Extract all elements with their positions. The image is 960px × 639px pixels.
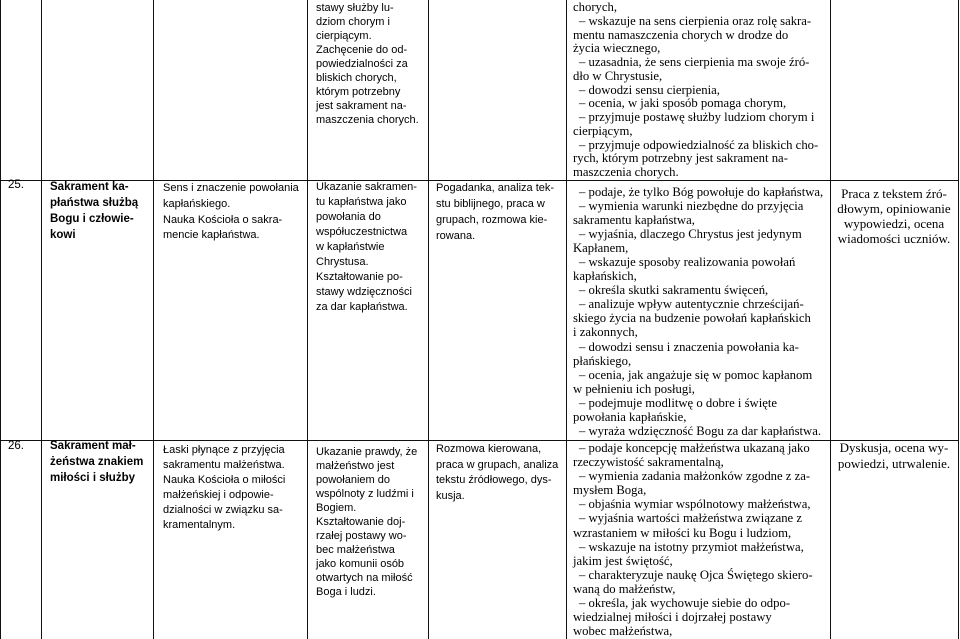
text-line: – ocenia, w jaki sposób pomaga chorym, xyxy=(579,96,787,111)
text-line: Bogu i człowie- xyxy=(50,213,134,225)
continued-outcomes-cell xyxy=(573,1,828,180)
text-line: – objaśnia wymiar wspólnotowy małżeństwa, xyxy=(579,497,811,512)
text-line: – wymienia zadania małżonków zgodne z za- xyxy=(579,469,811,484)
text-line: żeństwa znakiem xyxy=(50,456,144,468)
text-line: skiego życia na budzenie powołań kapłańskich xyxy=(573,311,811,326)
row-25-content xyxy=(163,181,305,244)
text-line: Boga i ludzi. xyxy=(316,586,376,598)
row-26-topic xyxy=(50,438,150,486)
table-border xyxy=(0,0,1,639)
text-line: Kształtowanie po- xyxy=(316,271,403,283)
text-line: rych, którym potrzebny jest sakrament na- xyxy=(573,151,788,166)
text-line: Rozmowa kierowana, xyxy=(436,443,542,455)
table-border xyxy=(958,0,959,639)
text-line: Sens i znaczenie powołania xyxy=(163,182,299,194)
text-line: stu biblijnego, praca w xyxy=(436,198,545,210)
text-line: cierpiącym. xyxy=(316,30,372,42)
text-line: małżeństwo jest xyxy=(316,460,395,472)
text-line: – dowodzi sensu cierpienia, xyxy=(579,82,720,97)
text-line: Kapłanem, xyxy=(573,240,629,255)
text-line: rzeczywistość sakramentalną, xyxy=(573,455,724,470)
text-line: tekstu źródłowego, dys- xyxy=(436,474,552,487)
text-line: – podejmuje modlitwę o dobre i święte xyxy=(579,395,778,410)
text-line: – wskazuje na istotny przymiot małżeństwa, xyxy=(579,539,804,554)
text-line: małżeńskiej i odpowie- xyxy=(163,488,274,501)
text-line: – charakteryzuje naukę Ojca Świętego skiero- xyxy=(579,567,813,582)
row-26-methods xyxy=(436,442,563,505)
row-25-evaluation xyxy=(831,186,957,246)
text-line: stawy wdzięczności xyxy=(316,286,412,298)
text-line: wiedzialnej miłości i dojrzałej postawy xyxy=(573,610,772,625)
text-line: jako komunii osób xyxy=(316,558,405,570)
text-line: – przyjmuje postawę służby ludziom chorym i xyxy=(579,110,815,124)
text-line: życia wiecznego, xyxy=(573,41,661,56)
text-line: i zakonnych, xyxy=(573,325,638,340)
text-line: – uzasadnia, że sens cierpienia ma swoje źró- xyxy=(579,55,810,69)
text-line: – podaje, że tylko Bóg powołuje do kapłaństwa, xyxy=(579,184,824,199)
text-line: kowi xyxy=(50,229,76,241)
text-line: sakramentu małżeństwa. xyxy=(163,458,285,471)
text-line: za dar kapłaństwa. xyxy=(316,301,408,313)
text-line: – określa, jak wychowuje siebie do odpo- xyxy=(579,596,791,611)
continued-goals-cell xyxy=(316,1,426,127)
text-line: powołania do xyxy=(316,211,381,223)
text-line: współuczestnictwa xyxy=(316,226,408,238)
row-26-number: 26. xyxy=(8,440,24,452)
text-line: wiadomości uczniów. xyxy=(837,230,951,246)
table-border xyxy=(830,0,831,639)
text-line: – ocenia, jak angażuje się w pomoc kapłanom xyxy=(579,367,813,382)
text-line: tu kapłaństwa jako xyxy=(316,196,407,208)
row-26-content xyxy=(163,443,305,533)
row-25-methods xyxy=(436,180,563,244)
text-line: Dyskusja, ocena wy- xyxy=(839,440,949,455)
text-line: stawy służby lu- xyxy=(316,2,394,14)
text-line: płańskiego, xyxy=(573,353,632,368)
text-line: mentu namaszczenia chorych w drodze do xyxy=(573,27,789,42)
text-line: bliskich chorych, xyxy=(316,72,397,84)
text-line: mencie kapłaństwa. xyxy=(163,229,260,242)
text-line: wypowiedzi, ocena xyxy=(843,215,945,231)
text-line: wspólnoty z ludźmi i xyxy=(316,488,414,500)
row-25-number: 25. xyxy=(8,179,24,191)
row-26-goals xyxy=(316,445,426,599)
text-line: dło w Chrystusie, xyxy=(573,68,663,83)
text-line: Łaski płynące z przyjęcia xyxy=(163,443,285,456)
text-line: dzialności w związku sa- xyxy=(163,503,283,516)
text-line: – wyjaśnia wartości małżeństwa związane z xyxy=(579,511,802,526)
row-26-evaluation xyxy=(831,440,957,471)
text-line: wzrastaniem w miłości ku Bogu i ludziom, xyxy=(573,525,792,540)
text-line: płaństwa służbą xyxy=(50,197,139,209)
text-line: Sakrament mał- xyxy=(50,440,136,452)
row-25-outcomes xyxy=(573,185,828,439)
text-line: Chrystusa. xyxy=(316,256,369,268)
text-line: cierpiącym, xyxy=(573,123,633,138)
text-line: w pełnieniu ich posługi, xyxy=(573,381,695,396)
text-line: – analizuje wpływ autentycznie chrześcijań- xyxy=(579,297,804,312)
text-line: Nauka Kościoła o miłości xyxy=(163,473,286,486)
row-25-goals xyxy=(316,180,426,315)
text-line: powołaniem do xyxy=(316,474,390,486)
row-26-outcomes xyxy=(573,441,828,638)
text-line: Kształtowanie doj- xyxy=(316,516,406,528)
text-line: – wskazuje sposoby realizowania powołań xyxy=(579,254,796,269)
text-line: bec małżeństwa xyxy=(316,544,395,556)
text-line: chorych, xyxy=(573,0,618,14)
text-line: miłości i służby xyxy=(50,472,135,484)
text-line: grupach, rozmowa kie- xyxy=(436,214,548,226)
table-border xyxy=(307,0,308,639)
text-line: dłowym, opiniowanie xyxy=(837,200,951,216)
text-line: – określa skutki sakramentu święceń, xyxy=(579,283,769,298)
text-line: kapłańskich, xyxy=(573,269,637,284)
text-line: powołania kapłańskie, xyxy=(573,410,687,424)
table-border xyxy=(41,0,42,639)
text-line: jakim jest świętość, xyxy=(573,553,673,568)
text-line: Praca z tekstem źró- xyxy=(841,185,947,201)
table-border xyxy=(428,0,429,639)
text-line: Nauka Kościoła o sakra- xyxy=(163,213,283,226)
text-line: którym potrzebny xyxy=(316,86,401,98)
text-line: – wyjaśnia, dlaczego Chrystus jest jedynym xyxy=(579,226,802,241)
text-line: Zachęcenie do od- xyxy=(316,44,408,56)
text-line: jest sakrament na- xyxy=(316,100,407,112)
text-line: dziom chorym i xyxy=(316,16,390,28)
text-line: wobec małżeństwa, xyxy=(573,624,673,639)
text-line: Ukazanie prawdy, że xyxy=(316,446,418,458)
text-line: powiedzialności za xyxy=(316,58,408,70)
text-line: Pogadanka, analiza tek- xyxy=(436,182,555,194)
text-line: rzałej postawy wo- xyxy=(316,530,407,542)
text-line: – podaje koncepcję małżeństwa ukazaną jako xyxy=(579,441,810,455)
text-line: praca w grupach, analiza xyxy=(436,458,559,471)
text-line: sakramentu kapłaństwa, xyxy=(573,212,695,227)
row-25-topic xyxy=(50,179,150,243)
text-line: Bogiem. xyxy=(316,502,357,514)
text-line: w kapłaństwie xyxy=(316,241,385,253)
text-line: powiedzi, utrwalenie. xyxy=(837,455,951,471)
table-border xyxy=(566,0,567,639)
text-line: maszczenia chorych. xyxy=(316,114,419,126)
text-line: waną do małżeństw, xyxy=(573,581,676,596)
table-border xyxy=(153,0,154,639)
text-line: Ukazanie sakramen- xyxy=(316,181,417,193)
text-line: kusja. xyxy=(436,490,465,503)
text-line: – wymienia warunki niezbędne do przyjęcia xyxy=(579,198,804,213)
text-line: mysłem Boga, xyxy=(573,483,647,498)
text-line: – wskazuje na sens cierpienia oraz rolę sakra- xyxy=(579,13,812,28)
text-line: maszczenia chorych. xyxy=(573,165,679,179)
text-line: – dowodzi sensu i znaczenia powołania ka- xyxy=(579,339,799,354)
text-line: – wyraża wdzięczność Bogu za dar kapłaństwa. xyxy=(579,424,822,439)
text-line: kapłańskiego. xyxy=(163,197,231,210)
text-line: kramentalnym. xyxy=(163,518,236,531)
text-line: rowana. xyxy=(436,230,476,242)
text-line: – przyjmuje odpowiedzialność za bliskich cho- xyxy=(579,137,819,152)
text-line: Sakrament ka- xyxy=(50,181,129,193)
text-line: otwartych na miłość xyxy=(316,572,413,584)
